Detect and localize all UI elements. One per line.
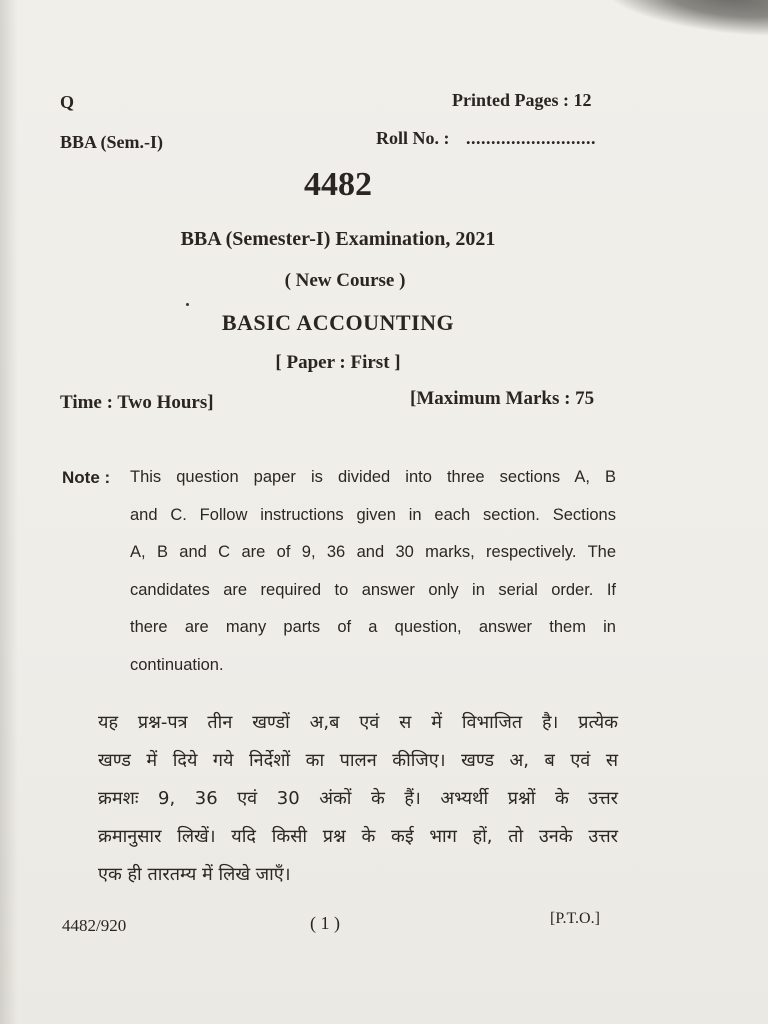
note-line: there are many parts of a question, answer them in: [130, 618, 616, 636]
exam-title: BBA (Semester-I) Examination, 2021: [180, 228, 496, 250]
hindi-note-line: एक ही तारतम्य में लिखे जाएँ।: [98, 864, 291, 885]
footer-pto: [P.T.O.]: [550, 910, 600, 927]
note-label: Note :: [62, 468, 111, 487]
course-type: ( New Course ): [284, 270, 406, 291]
subject-title: BASIC ACCOUNTING: [221, 310, 455, 335]
hindi-note: [98, 704, 618, 894]
footer-paper-code: 4482/920: [62, 916, 127, 935]
corner-shadow: [595, 0, 768, 40]
note-line: candidates are required to answer only in serial order. If: [130, 580, 616, 599]
note-line: A, B and C are of 9, 36 and 30 marks, respectively. The: [130, 543, 616, 561]
hindi-note-line: यह प्रश्न-पत्र तीन खण्डों अ,ब एवं स में विभाजित है। प्रत्येक: [98, 712, 618, 733]
note-line: and C. Follow instructions given in each section. Sections: [130, 505, 616, 524]
maximum-marks: [Maximum Marks : 75: [410, 388, 595, 409]
note-line: This question paper is divided into three sections A, B: [130, 468, 616, 486]
page-edge-shadow: [0, 0, 18, 1024]
paper-code: 4482: [304, 166, 372, 203]
hindi-note-line: खण्ड में दिये गये निर्देशों का पालन कीजिए। खण्ड अ, ब एवं स: [98, 750, 618, 771]
note-line: continuation.: [130, 655, 224, 674]
roll-no-label: Roll No. :: [376, 128, 450, 148]
footer-page-number: ( 1 ): [310, 913, 340, 933]
q-label: Q: [60, 92, 75, 112]
paper-number: [ Paper : First ]: [275, 352, 401, 373]
time-allowed: Time : Two Hours]: [60, 392, 214, 413]
roll-no-blank: ..........................: [466, 128, 596, 148]
course-code: BBA (Sem.-I): [60, 132, 163, 152]
note-text: [130, 459, 616, 684]
hindi-note-line: क्रमानुसार लिखें। यदि किसी प्रश्न के कई भाग हों, तो उनके उत्तर: [98, 826, 618, 847]
printed-pages: Printed Pages : 12: [452, 90, 592, 110]
hindi-note-line: क्रमशः 9, 36 एवं 30 अंकों के हैं। अभ्यर्थी प्रश्नों के उत्तर: [98, 788, 618, 809]
ink-dot: [186, 303, 189, 306]
